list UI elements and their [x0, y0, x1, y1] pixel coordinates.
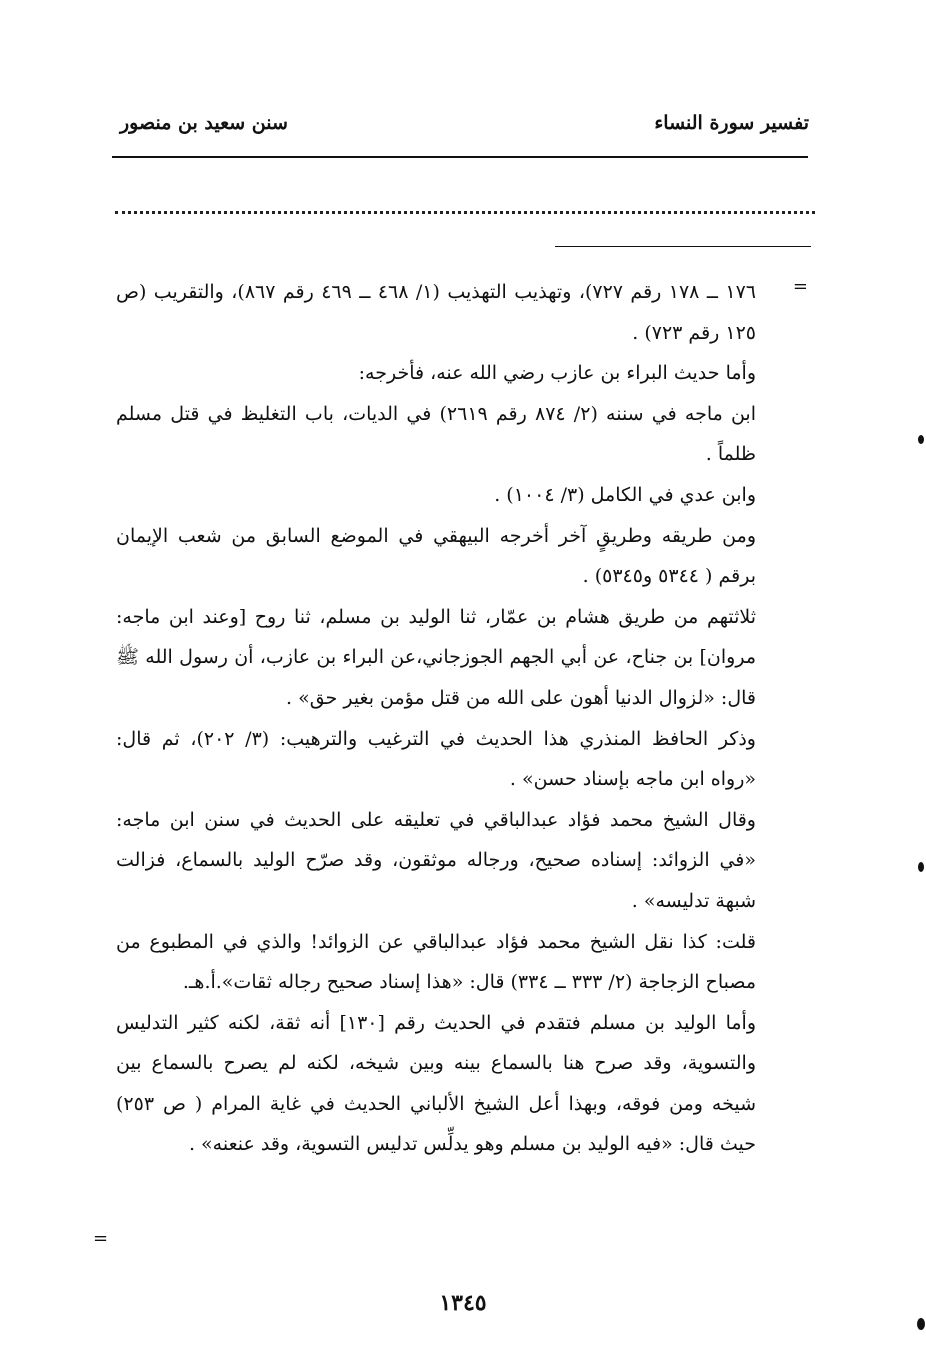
paragraph: ابن ماجه في سننه (٢/ ٨٧٤ رقم ٢٦١٩) في الديات، باب التغليظ في قتل مسلم ظلماً . — [116, 402, 756, 466]
paragraph: وذكر الحافظ المنذري هذا الحديث في الترغيب والترهيب: (٣/ ٢٠٢)، ثم قال: «رواه ابن ماجه بإسناد حسن» . — [116, 727, 756, 791]
paragraph: ومن طريقه وطريقٍ آخر أخرجه البيهقي في الموضع السابق من شعب الإيمان برقم ( ٥٣٤٤ و٥٣٤٥) . — [116, 524, 756, 588]
paragraph: ١٧٦ ــ ١٧٨ رقم ٧٢٧)، وتهذيب التهذيب (١/ ٤٦٨ ــ ٤٦٩ رقم ٨٦٧)، والتقريب (ص ١٢٥ رقم ٧٢٣) . — [116, 281, 757, 344]
page-number: ١٣٤٥ — [439, 1290, 487, 1316]
paragraph: وابن عدي في الكامل (٣/ ١٠٠٤) . — [494, 483, 756, 506]
continuation-mark-bottom: = — [93, 1228, 109, 1249]
footnote-separator — [555, 246, 811, 247]
running-header-book: سنن سعيد بن منصور — [120, 112, 288, 134]
scan-mark — [918, 435, 924, 444]
continuation-mark-top: = — [792, 276, 808, 297]
dotted-separator — [115, 211, 815, 214]
header-rule — [112, 156, 808, 158]
paragraph: قلت: كذا نقل الشيخ محمد فؤاد عبدالباقي عن الزوائد! والذي في المطبوع من مصباح الزجاجة (٢/ ٣٣٣ ــ ٣٣٤) قال: «هذا إسناد صحيح رجاله ثقات».أ.هـ. — [116, 930, 756, 994]
footnote-body — [116, 272, 756, 1165]
paragraph: وأما الوليد بن مسلم فتقدم في الحديث رقم [١٣٠] أنه ثقة، لكنه كثير التدليس والتسوية، وقد صرح هنا بالسماع بينه وبين شيخه، لكنه لم يصرح بالسماع بين شيخه ومن فوقه، وبهذا أعل الشيخ الألباني الحديث في غاية المرام ( ص ٢٥٣) حيث قال: «فيه الوليد بن مسلم وهو يدلِّس تدليس التسوية، وقد عنعنه» . — [116, 1011, 756, 1156]
paragraph: وأما حديث البراء بن عازب رضي الله عنه، فأخرجه: — [358, 362, 756, 385]
scan-mark — [917, 1318, 925, 1330]
running-header-chapter: تفسير سورة النساء — [654, 112, 809, 134]
paragraph: ثلاثتهم من طريق هشام بن عمّار، ثنا الوليد بن مسلم، ثنا روح [وعند ابن ماجه: مروان] بن جناح، عن أبي الجهم الجوزجاني،عن البراء بن عازب، أن رسول الله ﷺ قال: «لزوال الدنيا أهون على الله من قتل مؤمن بغير حق» . — [116, 605, 756, 709]
paragraph: وقال الشيخ محمد فؤاد عبدالباقي في تعليقه على الحديث في سنن ابن ماجه: «في الزوائد: إسناده صحيح، ورجاله موثقون، وقد صرّح الوليد بالسماع، فزالت شبهة تدليسه» . — [116, 808, 756, 912]
scan-mark — [918, 862, 924, 872]
